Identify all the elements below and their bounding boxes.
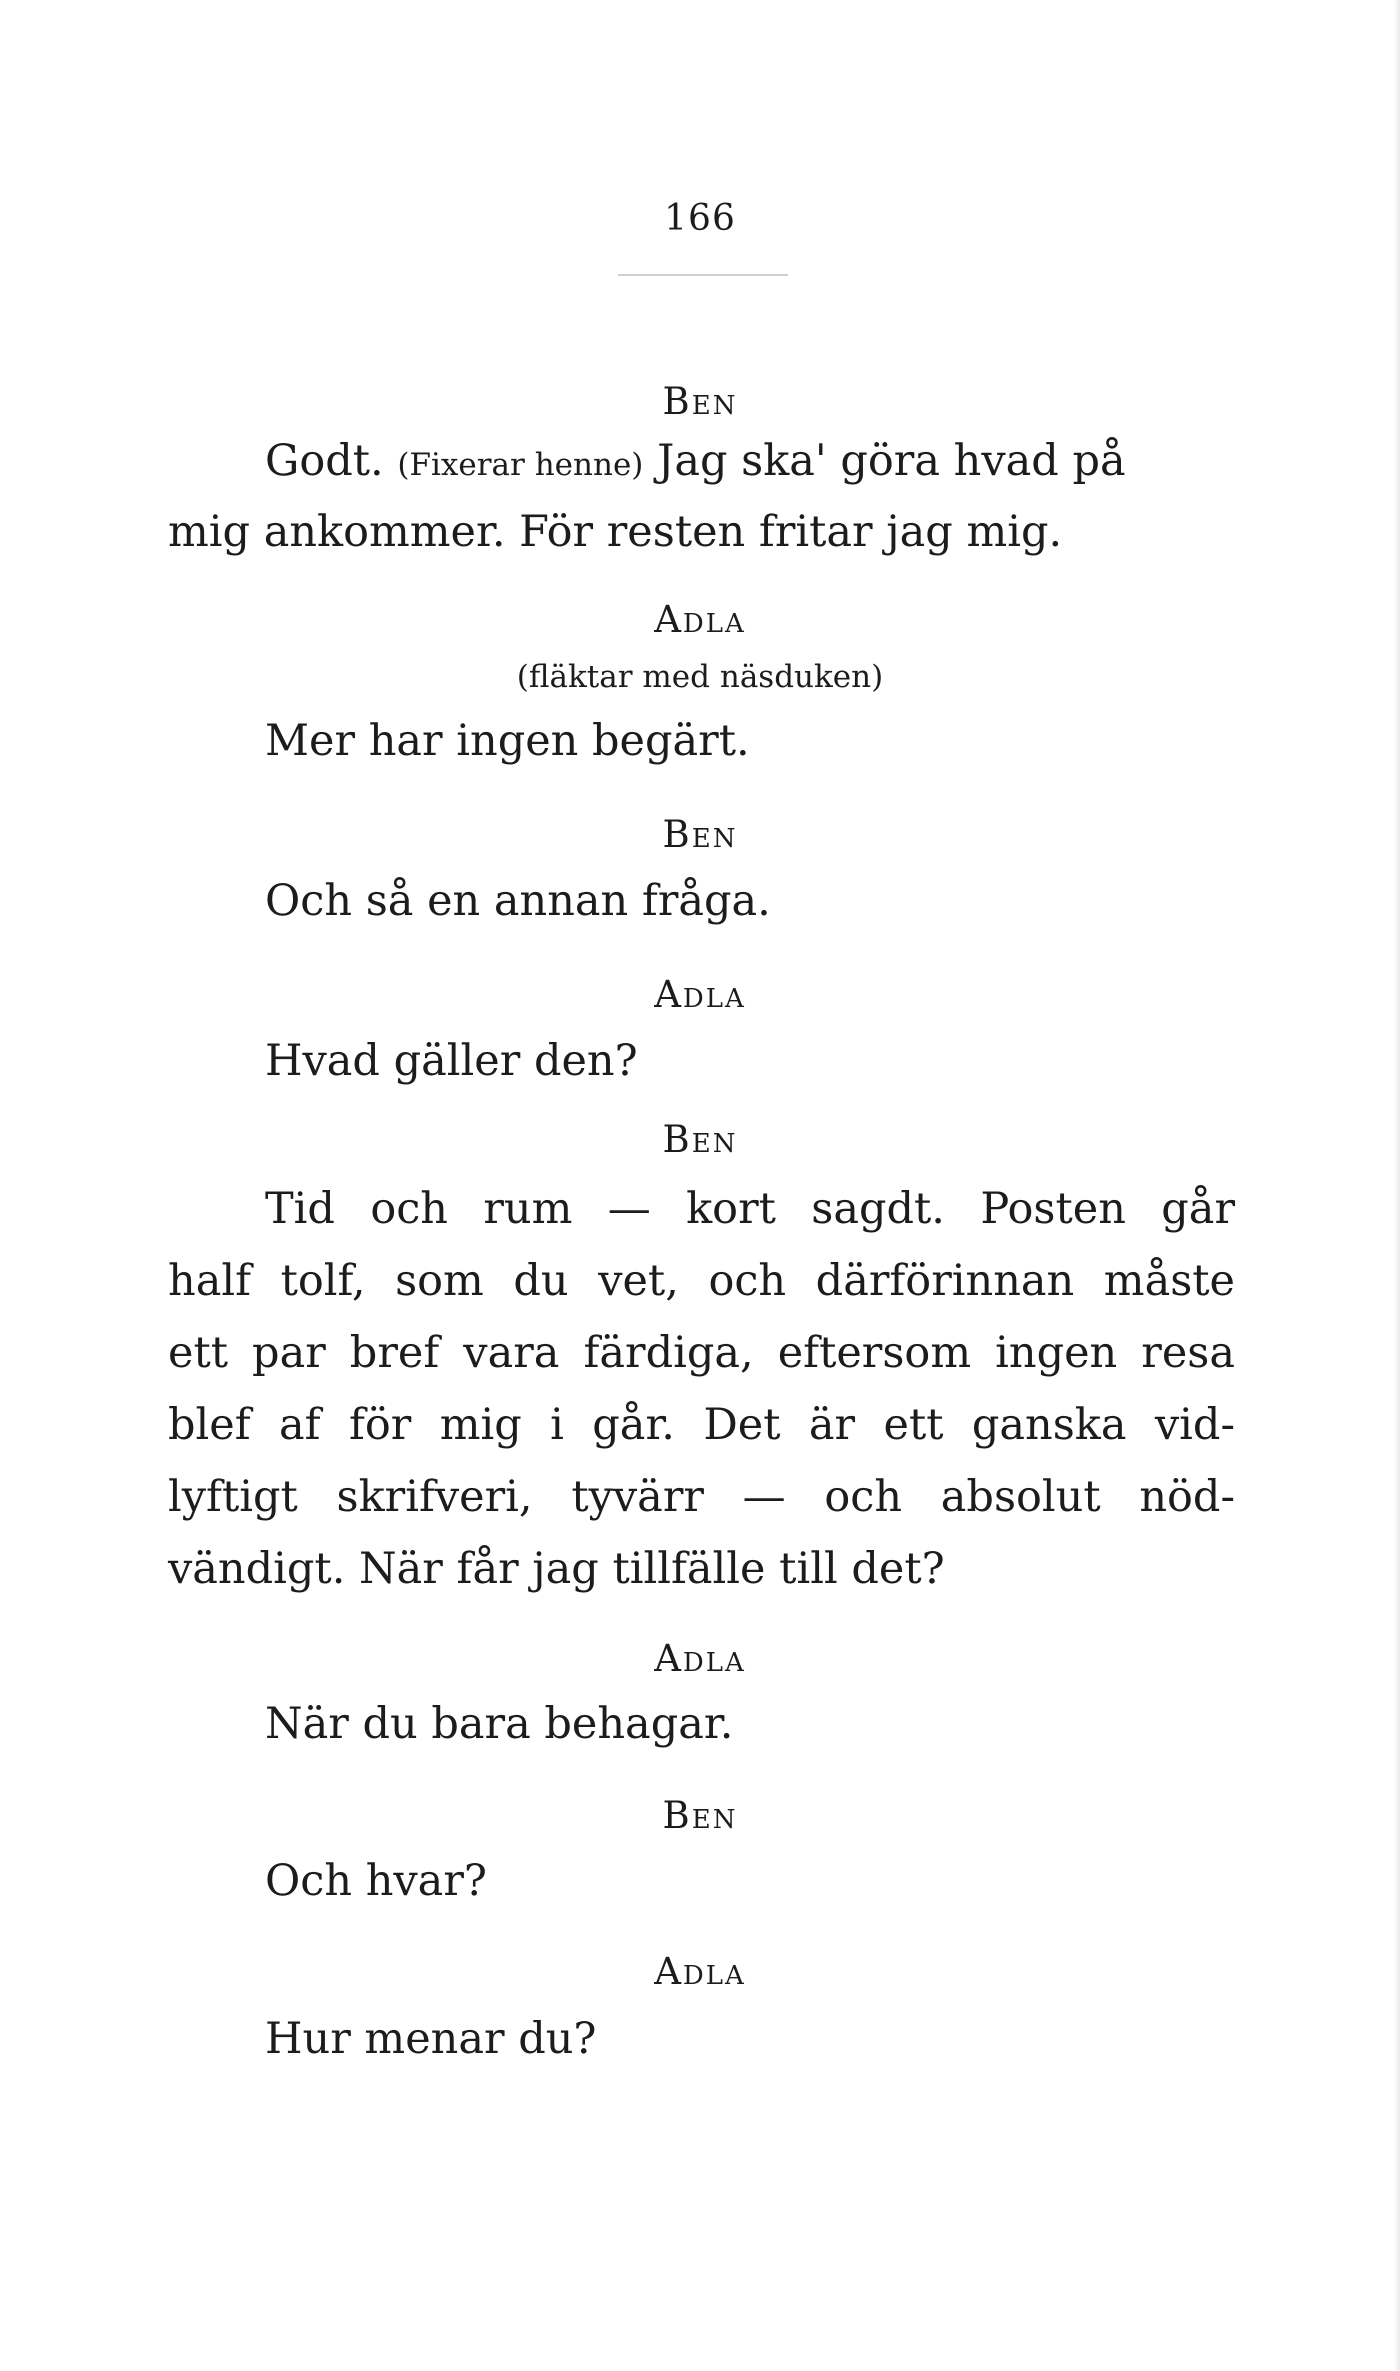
speaker-name: Ben (662, 1794, 738, 1837)
speaker-name: Ben (662, 813, 738, 856)
dialogue-line (265, 436, 1126, 486)
dialogue-line: Och hvar? (265, 1856, 487, 1906)
dialogue-line: Hur menar du? (265, 2014, 597, 2064)
dialogue-line: Tid och rum — kort sagdt. Posten går (265, 1184, 1235, 1234)
speaker-name: Adla (654, 598, 746, 641)
dialogue-line: Mer har ingen begärt. (265, 716, 750, 766)
dialogue-line: ett par bref vara färdiga, eftersom ingen resa (168, 1328, 1235, 1378)
speaker-name: Adla (654, 1950, 746, 1993)
speaker-name: Ben (662, 380, 738, 423)
page-number: 166 (664, 198, 736, 239)
stage-direction: (fläktar med näsduken) (516, 659, 884, 695)
dialogue-text: Jag ska' göra hvad på (643, 436, 1126, 486)
header-rule (618, 274, 788, 276)
dialogue-line: När du bara behagar. (265, 1699, 734, 1749)
dialogue-text: Godt. (265, 436, 398, 486)
dialogue-line: Hvad gäller den? (265, 1036, 638, 1086)
dialogue-line: vändigt. När får jag tillfälle till det? (168, 1544, 945, 1594)
dialogue-line: lyftigt skrifveri, tyvärr — och absolut nöd- (168, 1472, 1235, 1522)
dialogue-line: blef af för mig i går. Det är ett ganska vid- (168, 1400, 1235, 1450)
stage-direction: (Fixerar henne) (397, 447, 644, 483)
dialogue-line: mig ankommer. För resten fritar jag mig. (168, 507, 1063, 557)
speaker-name: Ben (662, 1118, 738, 1161)
page-edge-shadow (1394, 0, 1400, 2371)
speaker-name: Adla (654, 973, 746, 1016)
dialogue-line: Och så en annan fråga. (265, 876, 771, 926)
dialogue-line: half tolf, som du vet, och därförinnan måste (168, 1256, 1235, 1306)
speaker-name: Adla (654, 1637, 746, 1680)
